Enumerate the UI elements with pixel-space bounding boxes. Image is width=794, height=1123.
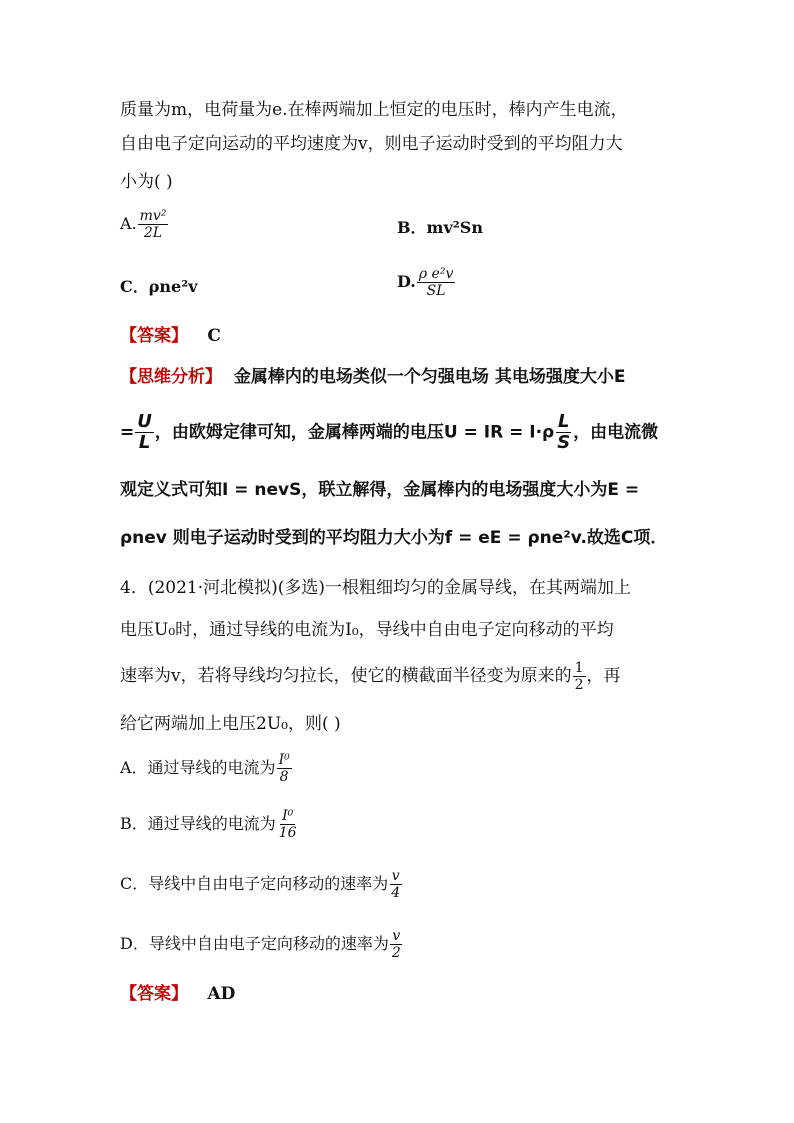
q4-option-c-num: v — [391, 868, 400, 884]
answer-tag: 【答案】 — [120, 984, 188, 1004]
q3-option-d-fraction — [417, 266, 456, 299]
q3-line-3: 小为( ) — [120, 172, 173, 192]
q3-option-a — [120, 208, 169, 241]
q4-option-a — [120, 752, 293, 785]
analysis-text-1: 金属棒内的电场类似一个匀强电场 其电场强度大小E — [233, 367, 626, 387]
q4-option-b-fraction — [277, 808, 299, 841]
q4-option-b-den: 16 — [278, 825, 297, 841]
q4-line-3-text: 速率为v，若将导线均匀拉长，使它的横截面半径变为原来的 — [120, 666, 572, 686]
q3-option-c: C．ρne²v — [120, 277, 198, 296]
q3-line-2: 自由电子定向运动的平均速度为v，则电子运动时受到的平均阻力大 — [120, 134, 623, 154]
q4-line-4: 给它两端加上电压2U₀，则( ) — [120, 714, 341, 734]
analysis-text-2: ，由欧姆定律可知，金属棒两端的电压U = IR = I·ρ — [154, 422, 555, 443]
q3-option-d-num: ρ e²v — [418, 266, 454, 282]
q3-analysis-line-3: 观定义式可知I = nevS，联立解得，金属棒内的电场强度大小为E = — [120, 480, 640, 500]
answer-value: C — [207, 326, 221, 346]
q4-half-den: 2 — [574, 677, 584, 693]
q3-option-a-den: 2L — [143, 225, 163, 241]
analysis-eq-sign: = — [120, 422, 135, 443]
analysis-frac2-num: L — [557, 411, 570, 432]
q3-option-b: B．mv²Sn — [397, 218, 483, 237]
q3-option-d — [397, 266, 456, 299]
analysis-frac-num: U — [137, 411, 152, 432]
q3-answer — [120, 324, 221, 348]
q4-line-3 — [120, 660, 621, 693]
analysis-frac-den: L — [138, 432, 151, 453]
q4-half-fraction — [573, 660, 586, 693]
analysis-fraction-l-s — [555, 412, 572, 453]
q4-option-a-text: A．通过导线的电流为 — [120, 758, 276, 777]
q4-option-d — [120, 928, 404, 961]
q4-option-a-fraction — [277, 752, 292, 785]
q4-option-c — [120, 868, 403, 901]
q4-line-3-end: ，再 — [586, 666, 621, 686]
q4-option-d-text: D．导线中自由电子定向移动的速率为 — [120, 934, 389, 953]
q4-option-b-num: I⁰ — [282, 808, 294, 824]
q4-option-d-den: 2 — [391, 945, 401, 961]
analysis-text-2c: ，由电流微 — [573, 422, 659, 443]
q4-option-a-den: 8 — [279, 769, 289, 785]
q4-option-c-den: 4 — [391, 885, 401, 901]
analysis-frac2-den: S — [557, 432, 571, 453]
q3-option-a-num: mv² — [139, 208, 167, 224]
q3-line-1: 质量为m，电荷量为e.在棒两端加上恒定的电压时，棒内产生电流， — [120, 100, 628, 120]
answer-value: AD — [207, 984, 236, 1004]
q3-analysis-line-1 — [120, 365, 625, 389]
q3-analysis-line-2 — [120, 412, 658, 453]
q3-option-a-fraction — [138, 208, 169, 241]
q4-option-d-fraction — [390, 928, 403, 961]
q4-half-num: 1 — [574, 660, 584, 676]
q4-line-1: 4．(2021·河北模拟)(多选)一根粗细均匀的金属导线，在其两端加上 — [120, 578, 632, 598]
q3-option-d-label: D. — [397, 272, 416, 291]
q4-option-d-num: v — [392, 928, 401, 944]
q4-option-b-text: B．通过导线的电流为 — [120, 814, 276, 833]
answer-tag: 【答案】 — [120, 326, 188, 346]
q4-option-a-num: I⁰ — [278, 752, 290, 768]
analysis-fraction-u-l — [135, 412, 154, 453]
q4-option-c-text: C．导线中自由电子定向移动的速率为 — [120, 874, 389, 893]
q4-line-2: 电压U₀时，通过导线的电流为I₀，导线中自由电子定向移动的平均 — [120, 620, 614, 640]
q4-answer — [120, 982, 235, 1006]
q3-analysis-line-4: ρnev 则电子运动时受到的平均阻力大小为f = eE = ρne²v.故选C项． — [120, 528, 668, 548]
analysis-tag: 【思维分析】 — [120, 367, 222, 387]
q3-option-a-label: A. — [120, 214, 137, 233]
q4-option-b — [120, 808, 300, 841]
q3-option-d-den: SL — [426, 283, 446, 299]
q4-option-c-fraction — [389, 868, 402, 901]
